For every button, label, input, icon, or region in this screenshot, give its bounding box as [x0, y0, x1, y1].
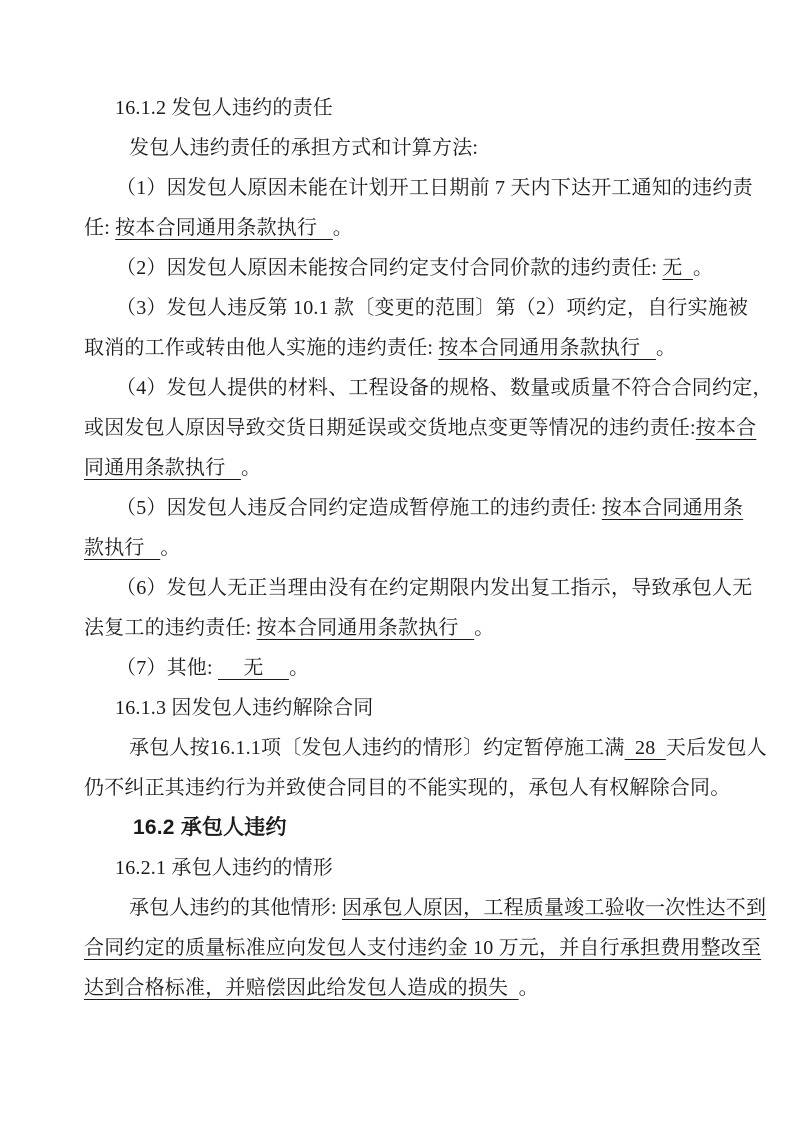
text-run: 。	[474, 617, 495, 639]
employer-breach-item-7	[84, 648, 737, 688]
employer-breach-item-4-line-1	[84, 368, 773, 408]
filled-in-blank: 28	[624, 737, 666, 759]
text-run: 仍不纠正其违约行为并致使合同目的不能实现的，承包人有权解除合同。	[84, 777, 731, 799]
text-run: 或因发包人原因导致交货日期延误或交货地点变更等情况的违约责任:	[84, 417, 696, 439]
contractor-breach-other-line-1	[84, 888, 767, 928]
text-run: 。	[655, 337, 677, 359]
filled-in-blank: 达到合格标准，并赔偿因此给发包人造成的损失	[84, 977, 519, 999]
section-16-2-heading	[84, 808, 737, 848]
text-run: （4）发包人提供的材料、工程设备的规格、数量或质量不符合合同约定，	[116, 377, 773, 399]
text-run: 承包人违约的其他情形:	[129, 897, 342, 919]
text-run: 发包人违约责任的承担方式和计算方法:	[129, 137, 479, 159]
employer-breach-intro	[84, 128, 737, 168]
filled-in-blank: 款执行	[84, 537, 161, 559]
text-run: 承包人按16.1.1项〔发包人违约的情形〕约定暂停施工满	[129, 737, 625, 759]
text-run: （3）发包人违反第 10.1 款〔变更的范围〕第（2）项约定，自行实施被	[116, 297, 749, 319]
employer-breach-item-4-line-2	[84, 408, 757, 448]
employer-breach-item-2	[84, 248, 737, 288]
text-run: （7）其他:	[116, 657, 218, 679]
text-run: （6）发包人无正当理由没有在约定期限内发出复工指示，导致承包人无	[116, 577, 753, 599]
employer-breach-item-6-line-2	[84, 608, 737, 648]
employer-breach-item-3-line-2	[84, 328, 737, 368]
text-run: 。	[518, 977, 539, 999]
text-run: 16.1.3 因发包人违约解除合同	[115, 697, 374, 719]
employer-breach-item-4-line-3	[84, 448, 737, 488]
contractor-breach-other-line-3	[84, 968, 737, 1008]
text-run: 16.2.1 承包人违约的情形	[115, 857, 333, 879]
clause-16-2-1-heading	[84, 848, 737, 888]
text-run: 。	[332, 217, 353, 239]
employer-breach-item-3-line-1	[84, 288, 749, 328]
text-run: （1）因发包人原因未能在计划开工日期前 7 天内下达开工通知的违约责	[116, 177, 753, 199]
text-run: 天后发包人	[665, 737, 767, 759]
terminate-for-employer-breach-line-1	[84, 728, 767, 768]
text-run: 16.2 承包人违约	[133, 816, 287, 839]
text-run: 。	[160, 537, 181, 559]
text-run: 。	[692, 257, 714, 279]
filled-in-blank: 合同约定的质量标准应向发包人支付违约金 10 万元，并自行承担费用整改至	[84, 937, 762, 959]
filled-in-blank: 按本合	[695, 417, 757, 439]
filled-in-blank: 按本合同通用条款执行	[256, 617, 475, 639]
filled-in-blank: 按本合同通用条	[601, 497, 744, 519]
text-run: 。	[288, 657, 310, 679]
text-run: （5）因发包人违反合同约定造成暂停施工的违约责任:	[116, 497, 602, 519]
filled-in-blank: 无	[217, 657, 289, 679]
text-run: （2）因发包人原因未能按合同约定支付合同价款的违约责任:	[116, 257, 663, 279]
text-run: 。	[241, 457, 262, 479]
employer-breach-item-5-line-1	[84, 488, 744, 528]
terminate-for-employer-breach-line-2	[84, 768, 737, 808]
filled-in-blank: 因承包人原因，工程质量竣工验收一次性达不到	[341, 897, 767, 919]
employer-breach-item-5-line-2	[84, 528, 737, 568]
filled-in-blank: 按本合同通用条款执行	[438, 337, 656, 359]
text-run: 任:	[84, 217, 116, 239]
filled-in-blank: 无	[662, 257, 693, 279]
document-text-block	[84, 88, 773, 1008]
filled-in-blank: 按本合同通用条款执行	[115, 217, 333, 239]
employer-breach-item-6-line-1	[84, 568, 753, 608]
text-run: 法复工的违约责任:	[84, 617, 257, 639]
contractor-breach-other-line-2	[84, 928, 762, 968]
filled-in-blank: 同通用条款执行	[84, 457, 241, 479]
clause-16-1-3-heading	[84, 688, 737, 728]
clause-16-1-2-heading	[84, 88, 737, 128]
text-run: 取消的工作或转由他人实施的违约责任:	[84, 337, 439, 359]
employer-breach-item-1-line-2	[84, 208, 737, 248]
employer-breach-item-1-line-1	[84, 168, 753, 208]
text-run: 16.1.2 发包人违约的责任	[115, 97, 333, 119]
